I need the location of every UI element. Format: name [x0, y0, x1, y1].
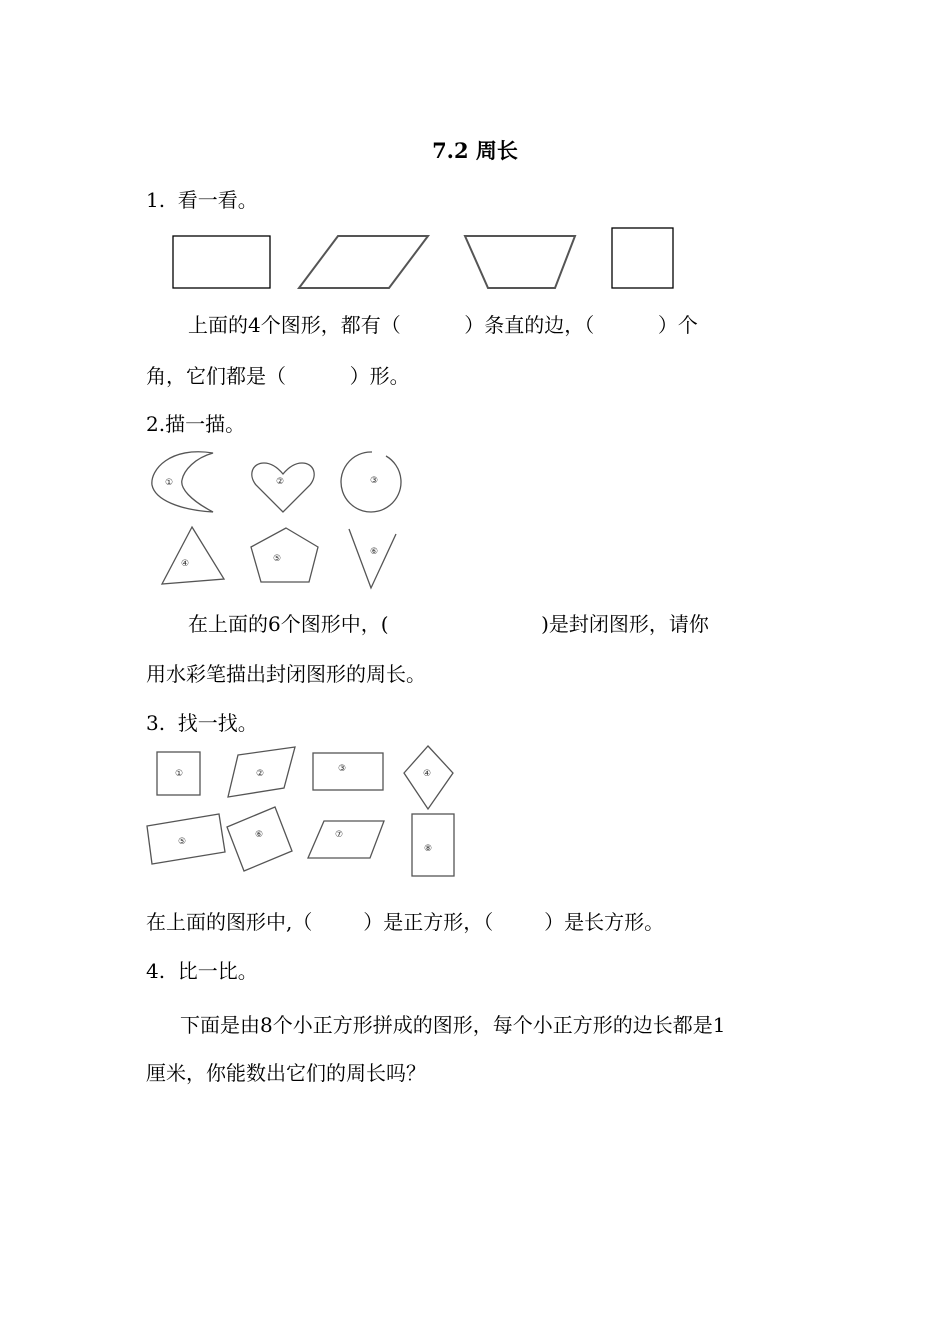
q2-heading: 2.描一描。: [146, 412, 246, 436]
q3-shape-8: [412, 814, 454, 876]
q2-label-4: ④: [181, 559, 190, 569]
q2-line2: 用水彩笔描出封闭图形的周长。: [146, 662, 426, 686]
q1-heading: 1. 看一看。: [146, 188, 258, 212]
q4-line1: 下面是由8个小正方形拼成的图形，每个小正方形的边长都是1: [180, 1013, 726, 1037]
q2-line1: 在上面的6个图形中，( )是封闭图形，请你: [188, 612, 709, 636]
q3-label-4: ④: [423, 769, 432, 779]
q2-label-1: ①: [165, 478, 174, 488]
q3-label-6: ⑥: [255, 830, 264, 840]
q1-line2: 角，它们都是（ ）形。: [146, 364, 410, 388]
q4-heading: 4. 比一比。: [146, 959, 258, 983]
q3-label-1: ①: [175, 769, 184, 779]
q3-line1: 在上面的图形中,（ ）是正方形，（ ）是长方形。: [146, 910, 665, 934]
q2-label-6: ⑥: [370, 547, 379, 557]
q3-heading: 3. 找一找。: [146, 711, 258, 735]
q3-label-3: ③: [338, 764, 347, 774]
q3-shape-7: [308, 821, 384, 858]
q2-label-5: ⑤: [273, 554, 282, 564]
q1-line1: 上面的4个图形，都有（ ）条直的边，（ ）个: [188, 313, 698, 337]
q2-label-2: ②: [276, 477, 285, 487]
q3-label-2: ②: [256, 769, 265, 779]
page-title: 7.2 周长: [432, 138, 518, 163]
q4-line2: 厘米，你能数出它们的周长吗？: [146, 1061, 426, 1085]
q3-shape-3: [313, 753, 383, 790]
q2-label-3: ③: [370, 476, 379, 486]
q3-label-5: ⑤: [178, 837, 187, 847]
q3-label-8: ⑧: [424, 844, 433, 854]
q3-label-7: ⑦: [335, 830, 344, 840]
